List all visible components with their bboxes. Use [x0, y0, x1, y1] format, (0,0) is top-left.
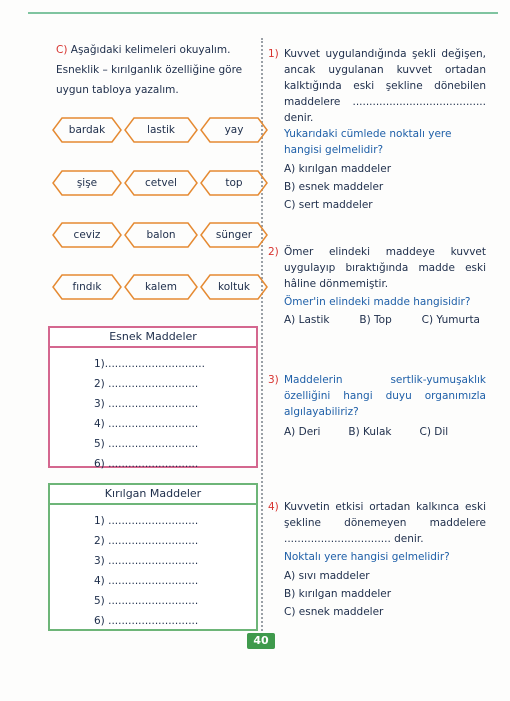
answer-option[interactable]: A) Lastik [284, 314, 330, 326]
question-number: 2) [268, 246, 279, 258]
answer-option[interactable]: B) Top [359, 314, 392, 326]
answer-line[interactable]: 2) ........................... [94, 378, 199, 390]
answer-line[interactable]: 6) ........................... [94, 458, 199, 470]
question-2 [268, 244, 486, 328]
word-card [124, 117, 198, 143]
word-card [200, 170, 268, 196]
word-label: sünger [215, 229, 253, 241]
word-label: lastik [147, 124, 175, 136]
word-label: balon [146, 229, 176, 241]
word-label: top [225, 177, 243, 189]
answer-line[interactable]: 2) ........................... [94, 535, 199, 547]
word-label: ceviz [73, 229, 101, 241]
answer-option[interactable]: C) Dil [419, 426, 449, 438]
answer-line[interactable]: 3) ........................... [94, 555, 199, 567]
word-row-3 [52, 222, 268, 248]
question-4 [268, 499, 486, 621]
answer-line[interactable]: 4) ........................... [94, 418, 199, 430]
question-prompt: Noktalı yere hangisi gelmelidir? [284, 551, 450, 563]
kirilgan-table [48, 483, 258, 631]
answer-option[interactable]: C) sert maddeler [284, 199, 373, 211]
answer-line[interactable]: 5) ........................... [94, 438, 199, 450]
answer-line[interactable]: 1).............................. [94, 358, 205, 370]
question-number: 4) [268, 501, 279, 513]
answer-option[interactable]: C) esnek maddeler [284, 606, 384, 618]
page-number: 40 [247, 633, 275, 649]
answer-line[interactable]: 4) ........................... [94, 575, 199, 587]
word-label: koltuk [218, 281, 250, 293]
instruction-line-3: uygun tabloya yazalım. [56, 84, 179, 96]
word-card [52, 170, 122, 196]
question-number: 1) [268, 48, 279, 60]
top-rule [28, 12, 498, 14]
word-card [200, 222, 268, 248]
word-card [124, 170, 198, 196]
word-card [52, 222, 122, 248]
answer-option[interactable]: B) kırılgan maddeler [284, 588, 392, 600]
instruction-line-2: Esneklik – kırılganlık özelliğine göre [56, 64, 243, 76]
question-3 [268, 372, 486, 440]
word-row-2 [52, 170, 268, 196]
answer-option[interactable]: C) Yumurta [421, 314, 480, 326]
kirilgan-title: Kırılgan Maddeler [50, 485, 256, 505]
answer-line[interactable]: 3) ........................... [94, 398, 199, 410]
answer-line[interactable]: 1) ........................... [94, 515, 199, 527]
question-text: Ömer elindeki maddeye kuvvet uygulayıp bıraktığında madde eski hâline dönmemiştir. [284, 246, 486, 290]
word-card [200, 117, 268, 143]
esnek-table [48, 326, 258, 468]
word-label: kalem [145, 281, 177, 293]
question-number: 3) [268, 374, 279, 386]
instruction-block [56, 40, 261, 100]
word-card [52, 117, 122, 143]
question-prompt: Yukarıdaki cümlede noktalı yere hangisi gelmelidir? [284, 128, 452, 156]
answer-option[interactable]: A) sıvı maddeler [284, 570, 370, 582]
word-card [124, 222, 198, 248]
word-label: yay [224, 124, 244, 136]
answer-line[interactable]: 6) ........................... [94, 615, 199, 627]
word-label: şişe [76, 177, 98, 189]
instruction-label: C) [56, 44, 68, 56]
esnek-title: Esnek Maddeler [50, 328, 256, 348]
word-card [200, 274, 268, 300]
word-row-1 [52, 117, 268, 143]
question-text: Kuvvetin etkisi ortadan kalkınca eski şekline dönemeyen maddelere ................................ denir. [284, 501, 486, 545]
question-1 [268, 46, 486, 214]
answer-option[interactable]: B) Kulak [348, 426, 392, 438]
word-row-4 [52, 274, 268, 300]
word-card [124, 274, 198, 300]
answer-option[interactable]: B) esnek maddeler [284, 181, 384, 193]
instruction-line-1: Aşağıdaki kelimeleri okuyalım. [70, 44, 231, 56]
word-label: cetvel [145, 177, 177, 189]
question-text: Maddelerin sertlik-yumuşaklık özelliğini hangi duyu organımızla algılayabiliriz? [284, 374, 486, 418]
answer-option[interactable]: A) Deri [284, 426, 321, 438]
question-text: Kuvvet uygulandığında şekli değişen, ancak uygulanan kuvvet ortadan kalktığında eski şekline dönebilen maddelere ........................................ denir. [284, 48, 486, 124]
answer-line[interactable]: 5) ........................... [94, 595, 199, 607]
word-label: bardak [68, 124, 106, 136]
answer-option[interactable]: A) kırılgan maddeler [284, 163, 392, 175]
question-prompt: Ömer'in elindeki madde hangisidir? [284, 296, 471, 308]
word-label: fındık [72, 281, 102, 293]
word-card [52, 274, 122, 300]
